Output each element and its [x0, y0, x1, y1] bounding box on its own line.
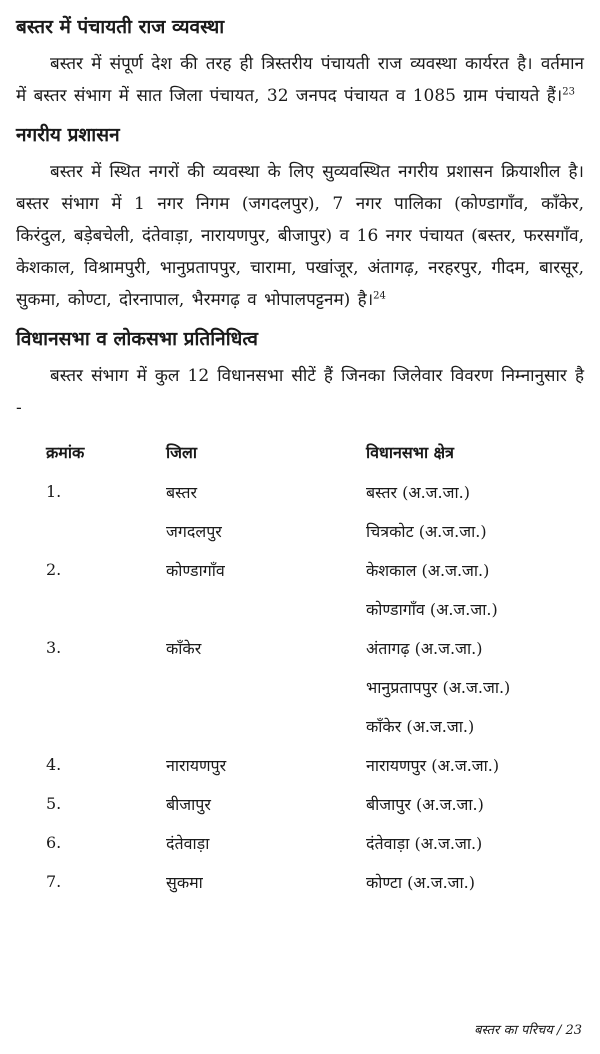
table-row — [46, 745, 576, 784]
district-cell — [166, 667, 366, 706]
table-row — [46, 667, 576, 706]
district-cell: जगदलपुर — [166, 521, 222, 541]
table-row — [46, 706, 576, 745]
constituency-cell: कोण्डागाँव (अ.ज.जा.) — [366, 599, 498, 619]
serial-cell — [46, 667, 166, 706]
table-header-row — [46, 432, 576, 472]
column-header-serial: क्रमांक — [46, 443, 85, 462]
table-row — [46, 628, 576, 667]
paragraph-nagariya-prashasan — [16, 156, 584, 316]
table-row — [46, 589, 576, 628]
constituency-cell: बीजापुर (अ.ज.जा.) — [366, 794, 484, 814]
constituency-cell: बस्तर (अ.ज.जा.) — [366, 482, 470, 502]
footnote-marker-24: 24 — [373, 290, 386, 302]
serial-cell — [46, 511, 166, 550]
district-cell: सुकमा — [166, 872, 203, 892]
footnote-marker-23: 23 — [562, 86, 575, 98]
district-cell: नारायणपुर — [166, 755, 227, 775]
paragraph-panchayati-raj — [16, 48, 584, 112]
constituency-cell: अंतागढ़ (अ.ज.जा.) — [366, 638, 483, 658]
district-cell — [166, 706, 366, 745]
document-page — [16, 12, 584, 901]
page-footer: बस्तर का परिचय / 23 — [474, 1023, 582, 1038]
constituency-cell: काँकेर (अ.ज.जा.) — [366, 716, 475, 736]
table-row — [46, 550, 576, 589]
district-cell: कोण्डागाँव — [166, 560, 225, 580]
district-cell: बीजापुर — [166, 794, 211, 814]
serial-cell: 3. — [46, 638, 62, 657]
paragraph-vidhansabha-intro: बस्तर संभाग में कुल 12 विधानसभा सीटें हैं जिनका जिलेवार विवरण निम्नानुसार है - — [16, 366, 584, 418]
paragraph-panchayati-text: बस्तर में संपूर्ण देश की तरह ही त्रिस्तरीय पंचायती राज व्यवस्था कार्यरत है। वर्तमान में बस्तर संभाग में सात जिला पंचायत, 32 जनपद पंचायत व 1085 ग्राम पंचायते हैं। — [16, 54, 584, 106]
heading-nagariya-prashasan: नगरीय प्रशासन — [16, 124, 120, 146]
district-cell — [166, 589, 366, 628]
serial-cell: 2. — [46, 560, 62, 579]
serial-cell: 5. — [46, 794, 62, 813]
heading-vidhansabha-loksabha: विधानसभा व लोकसभा प्रतिनिधित्व — [16, 328, 258, 350]
district-cell: काँकेर — [166, 638, 202, 658]
table-row — [46, 511, 576, 550]
table-row — [46, 823, 576, 862]
constituency-table — [46, 432, 576, 901]
paragraph-nagariya-text: बस्तर में स्थित नगरों की व्यवस्था के लिए सुव्यवस्थित नगरीय प्रशासन क्रियाशील है। बस्तर संभाग में 1 नगर निगम (जगदलपुर), 7 नगर पालिका (कोण्डागाँव, काँकेर, किरंदुल, बड़ेबचेली, दंतेवाड़ा, नारायणपुर, बीजापुर) व 16 नगर पंचायत (बस्तर, फरसगाँव, केशकाल, विश्रामपुरी, भानुप्रतापपुर, चारामा, पखांजूर, अंतागढ़, नरहरपुर, गीदम, बारसूर, सुकमा, कोण्टा, दोरनापाल, भैरमगढ़ व भोपालपट्टनम) है। — [16, 162, 584, 310]
constituency-cell: नारायणपुर (अ.ज.जा.) — [366, 755, 500, 775]
serial-cell — [46, 589, 166, 628]
district-cell: बस्तर — [166, 482, 198, 502]
district-cell: दंतेवाड़ा — [166, 833, 210, 853]
column-header-district: जिला — [166, 443, 198, 462]
serial-cell: 1. — [46, 482, 62, 501]
serial-cell — [46, 706, 166, 745]
constituency-cell: चित्रकोट (अ.ज.जा.) — [366, 521, 487, 541]
serial-cell: 7. — [46, 872, 62, 891]
constituency-cell: कोण्टा (अ.ज.जा.) — [366, 872, 476, 892]
serial-cell: 6. — [46, 833, 62, 852]
column-header-constituency: विधानसभा क्षेत्र — [366, 443, 454, 462]
table-row — [46, 862, 576, 901]
constituency-cell: दंतेवाड़ा (अ.ज.जा.) — [366, 833, 483, 853]
constituency-cell: भानुप्रतापपुर (अ.ज.जा.) — [366, 677, 511, 697]
table-row — [46, 784, 576, 823]
heading-panchayati-raj: बस्तर में पंचायती राज व्यवस्था — [16, 16, 225, 38]
constituency-cell: केशकाल (अ.ज.जा.) — [366, 560, 490, 580]
serial-cell: 4. — [46, 755, 62, 774]
table-row — [46, 472, 576, 511]
